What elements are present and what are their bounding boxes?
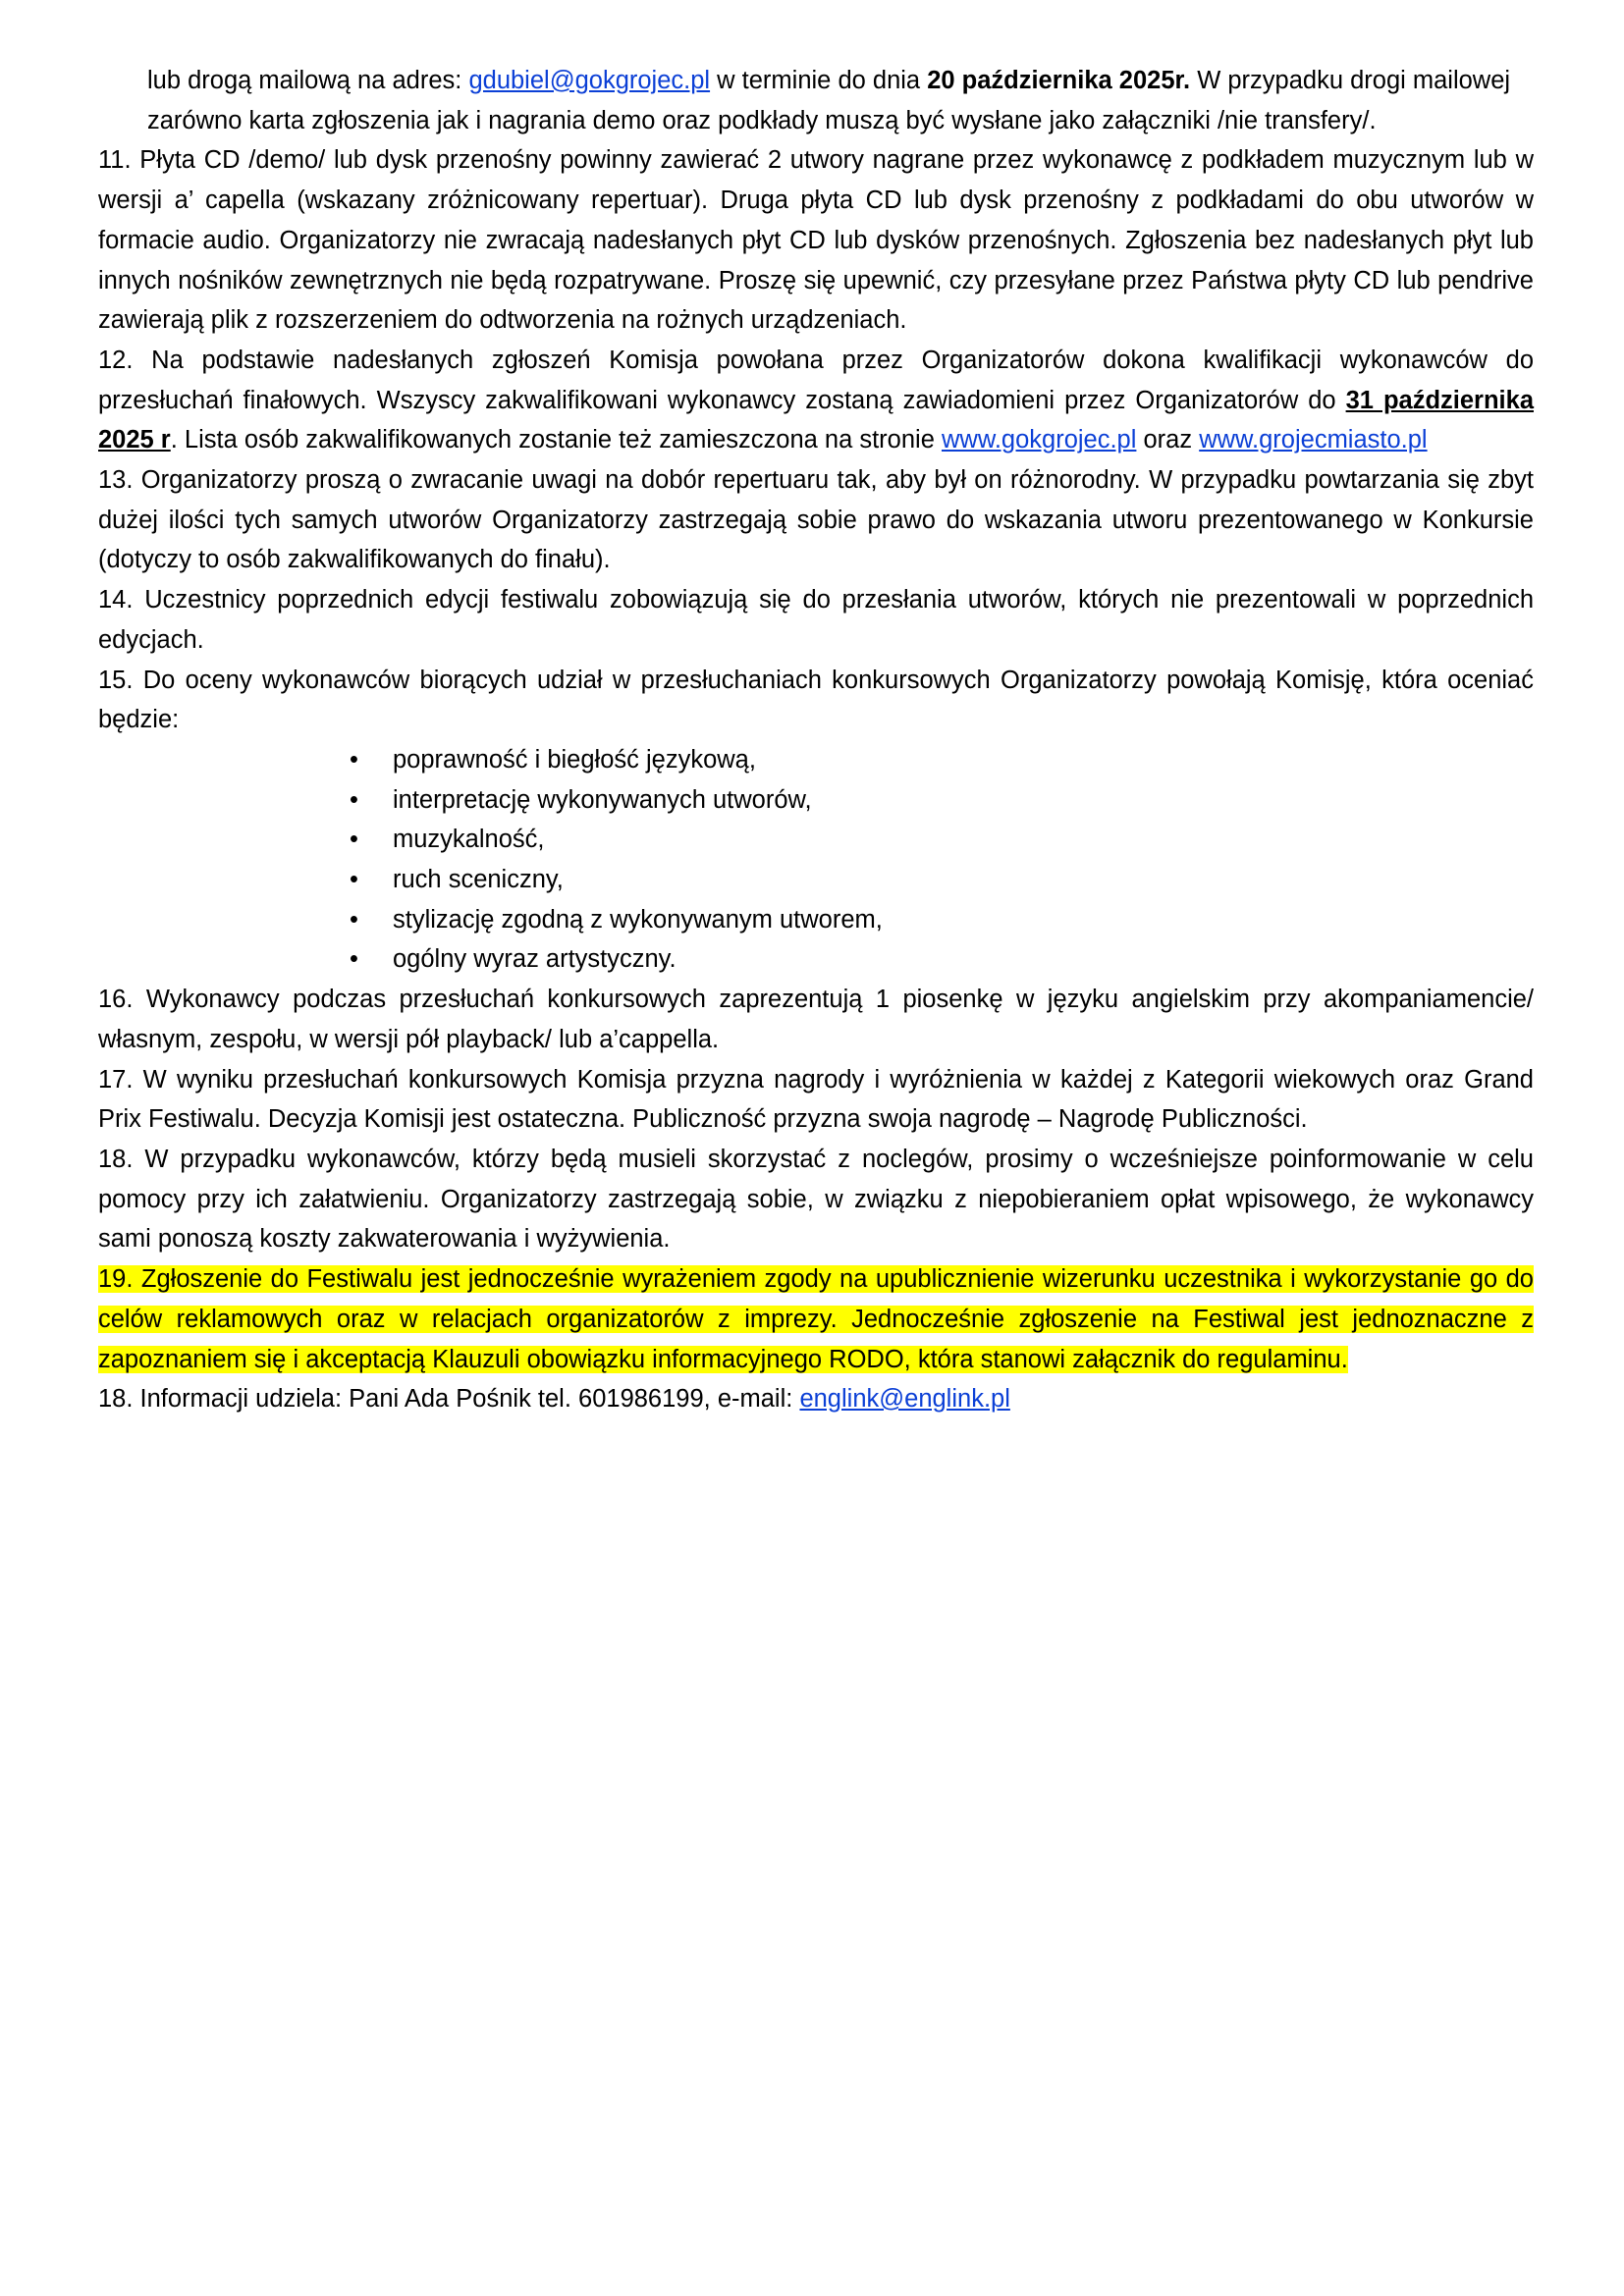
deadline-date: 20 października 2025r. [927, 67, 1191, 94]
paragraph-10-continuation: lub drogą mailową na adres: gdubiel@gokgrojec.pl w terminie do dnia 20 października 2025r. W przypadku drogi mailowej zarówno karta zgłoszenia jak i nagrania demo oraz podkłady muszą być wysłane jako załączniki /nie transfery/. [147, 67, 1511, 134]
criterion-item: • stylizację zgodną z wykonywanym utworem, [342, 900, 1534, 940]
document-page [98, 61, 1534, 1419]
bullet-icon: • [350, 945, 358, 974]
bullet-icon: • [350, 905, 358, 934]
email-link-englink[interactable]: englink@englink.pl [799, 1385, 1010, 1414]
paragraph-17: 17. W wyniku przesłuchań konkursowych Komisja przyzna nagrody i wyróżnienia w każdej z Kategorii wiekowych oraz Grand Prix Festiwalu. Decyzja Komisji jest ostateczna. Publiczność przyzna swoja nagrodę – Nagrodę Publiczności. [98, 1065, 1534, 1134]
email-link-gdubiel[interactable]: gdubiel@gokgrojec.pl [468, 67, 711, 94]
paragraph-19-highlighted [98, 1259, 1534, 1379]
paragraph-15: 15. Do oceny wykonawców biorących udział w przesłuchaniach konkursowych Organizatorzy powołają Komisję, która oceniać będzie: [98, 666, 1534, 734]
criterion-item: • ruch sceniczny, [342, 860, 1534, 900]
contact-paragraph: 18. Informacji udziela: Pani Ada Pośnik tel. 601986199, e-mail: englink@englink.pl [98, 1385, 1010, 1414]
qualification-deadline: 31 października 2025 r [98, 386, 1534, 454]
criterion-item: • interpretację wykonywanych utworów, [342, 780, 1534, 821]
evaluation-criteria-list [98, 740, 1534, 980]
criterion-item: • ogólny wyraz artystyczny. [342, 939, 1534, 980]
paragraph-12: 12. Na podstawie nadesłanych zgłoszeń Komisja powołana przez Organizatorów dokona kwalifikacji wykonawców do przesłuchań finałowych. Wszyscy zakwalifikowani wykonawcy zostaną zawiadomieni przez Organizatorów do 31 października 2025 r. Lista osób zakwalifikowanych zostanie też zamieszczona na stronie www.gokgrojec.pl oraz www.grojecmiasto.pl [98, 346, 1534, 454]
link-grojecmiasto[interactable]: www.grojecmiasto.pl [1199, 426, 1428, 454]
bullet-icon: • [350, 745, 358, 774]
link-gokgrojec[interactable]: www.gokgrojec.pl [941, 426, 1137, 454]
paragraph-13: 13. Organizatorzy proszą o zwracanie uwagi na dobór repertuaru tak, aby był on różnorodny. W przypadku powtarzania się zbyt dużej ilości tych samych utworów Organizatorzy zastrzegają sobie prawo do wskazania utworu prezentowanego w Konkursie (dotyczy to osób zakwalifikowanych do finału). [98, 466, 1534, 574]
criterion-item: • poprawność i biegłość językową, [342, 740, 1534, 780]
bullet-icon: • [350, 826, 358, 854]
paragraph-18: 18. W przypadku wykonawców, którzy będą musieli skorzystać z noclegów, prosimy o wcześniejsze poinformowanie w celu pomocy przy ich załatwieniu. Organizatorzy zastrzegają sobie, w związku z niepobieraniem opłat wpisowego, że wykonawcy sami ponoszą koszty zakwaterowania i wyżywienia. [98, 1145, 1534, 1254]
bullet-icon: • [350, 785, 358, 814]
highlighted-text: 19. Zgłoszenie do Festiwalu jest jednocześnie wyrażeniem zgody na upublicznienie wizerunku uczestnika i wykorzystanie go do celów reklamowych oraz w relacjach organizatorów z imprezy. Jednocześnie zgłoszenie na Festiwal jest jednoznaczne z zapoznaniem się i akceptacją Klauzuli obowiązku informacyjnego RODO, która stanowi załącznik do regulaminu. [98, 1265, 1534, 1373]
paragraph-11: 11. Płyta CD /demo/ lub dysk przenośny powinny zawierać 2 utwory nagrane przez wykonawcę z podkładem muzycznym lub w wersji a’ capella (wskazany zróżnicowany repertuar). Druga płyta CD lub dysk przenośny z podkładami do obu utworów w formacie audio. Organizatorzy nie zwracają nadesłanych płyt CD lub dysków przenośnych. Zgłoszenia bez nadesłanych płyt lub innych nośników zewnętrznych nie będą rozpatrywane. Proszę się upewnić, czy przesyłane przez Państwa płyty CD lub pendrive zawierają plik z rozszerzeniem do odtworzenia na rożnych urządzeniach. [98, 146, 1534, 335]
paragraph-16: 16. Wykonawcy podczas przesłuchań konkursowych zaprezentują 1 piosenkę w języku angielskim przy akompaniamencie/ własnym, zespołu, w wersji pół playback/ lub a’cappella. [98, 986, 1534, 1053]
bullet-icon: • [350, 866, 358, 894]
paragraph-14: 14. Uczestnicy poprzednich edycji festiwalu zobowiązują się do przesłania utworów, których nie prezentowali w poprzednich edycjach. [98, 586, 1534, 654]
criterion-item: • muzykalność, [342, 820, 1534, 860]
